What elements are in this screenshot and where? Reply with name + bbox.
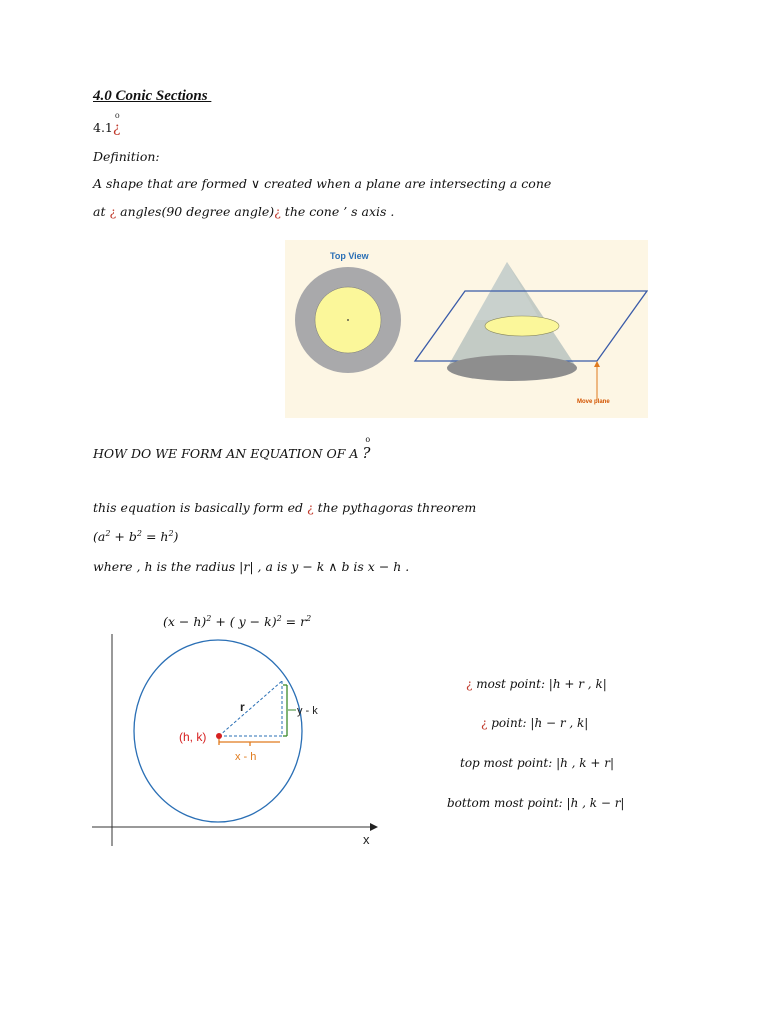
circle-eq-part3: = r <box>281 614 307 630</box>
x-axis-label: x <box>363 832 370 847</box>
question-line <box>93 435 371 462</box>
circle-eq-exp1: 2 <box>206 614 212 623</box>
top-view-center-dot <box>347 319 349 321</box>
circle-eq-exp2: 2 <box>276 614 282 623</box>
question-text: HOW DO WE FORM AN EQUATION OF A <box>93 446 363 461</box>
subsection-number-text: 4.1 <box>93 120 113 135</box>
pythagoras-formula <box>93 529 178 544</box>
question-glyph <box>362 435 371 462</box>
top-most-text: top most point: |h , k + r| <box>460 756 615 770</box>
pyth-plus: + b <box>110 529 137 545</box>
definition-line-2 <box>93 204 394 219</box>
definition-suffix: the cone ’ s axis . <box>280 204 395 219</box>
circle-equation <box>163 614 311 629</box>
radius-label: r <box>240 700 245 714</box>
cone-base-ellipse <box>447 355 577 381</box>
pyth-b-exp: 2 <box>136 529 142 538</box>
explain-line-1 <box>93 500 476 515</box>
left-most-text: point: |h − r , k| <box>487 716 589 730</box>
question-glyph-char: ? <box>362 444 371 462</box>
definition-glyph-2: ¿ <box>274 204 281 219</box>
intersection-ellipse <box>485 316 559 336</box>
circle-diagram-svg <box>92 630 382 850</box>
subsection-number <box>93 111 121 136</box>
x-axis-arrowhead <box>370 823 378 831</box>
center-label: (h, k) <box>179 730 207 744</box>
pyth-open: (a <box>93 529 106 545</box>
pyth-a-exp: 2 <box>105 529 111 538</box>
circle-eq-part2: + ( y − k) <box>211 614 277 630</box>
right-most-glyph: ¿ <box>466 677 473 691</box>
right-most-point <box>466 677 607 691</box>
circle-eq-exp3: 2 <box>306 614 312 623</box>
left-most-point <box>481 716 588 730</box>
y-k-label: y - k <box>297 705 318 717</box>
explain-glyph: ¿ <box>307 500 314 515</box>
subsection-glyph-char: ¿ <box>112 120 121 136</box>
right-most-text: most point: |h + r , k| <box>472 677 607 691</box>
circle-outline <box>134 640 302 822</box>
definition-middle: angles(90 degree angle) <box>116 204 275 219</box>
definition-prefix: at <box>93 204 110 219</box>
center-point <box>216 733 222 739</box>
move-plane-arrowhead <box>594 361 600 367</box>
definition-line-1: A shape that are formed ∨ created when a plane are intersecting a cone <box>93 176 552 191</box>
pyth-h-exp: 2 <box>168 529 174 538</box>
top-view-label: Top View <box>330 251 369 261</box>
explain-line-3: where , h is the radius |r| , a is y − k ∧ b is x − h . <box>93 559 410 574</box>
cone-plane-figure <box>285 240 648 418</box>
subsection-ring: o <box>114 111 120 120</box>
definition-label: Definition: <box>93 149 160 164</box>
subsection-glyph <box>112 111 121 136</box>
circle-eq-part1: (x − h) <box>163 614 207 630</box>
bottom-most-text: bottom most point: |h , k − r| <box>447 796 625 810</box>
radius-line <box>219 681 282 736</box>
definition-glyph-1: ¿ <box>109 204 117 219</box>
move-plane-label: Move plane <box>577 399 610 405</box>
explain-prefix: this equation is basically form ed <box>93 500 307 515</box>
x-h-label: x - h <box>235 751 257 763</box>
circle-diagram <box>92 630 382 850</box>
section-heading: 4.0 Conic Sections <box>93 88 212 104</box>
pyth-eq: = h <box>141 529 169 545</box>
left-most-glyph: ¿ <box>481 716 488 730</box>
bottom-most-point <box>447 796 624 810</box>
cone-plane-svg <box>285 240 648 418</box>
question-ring: o <box>365 435 371 444</box>
explain-suffix: the pythagoras threorem <box>313 500 477 515</box>
pyth-close: ) <box>173 529 179 545</box>
top-most-point <box>460 756 614 770</box>
